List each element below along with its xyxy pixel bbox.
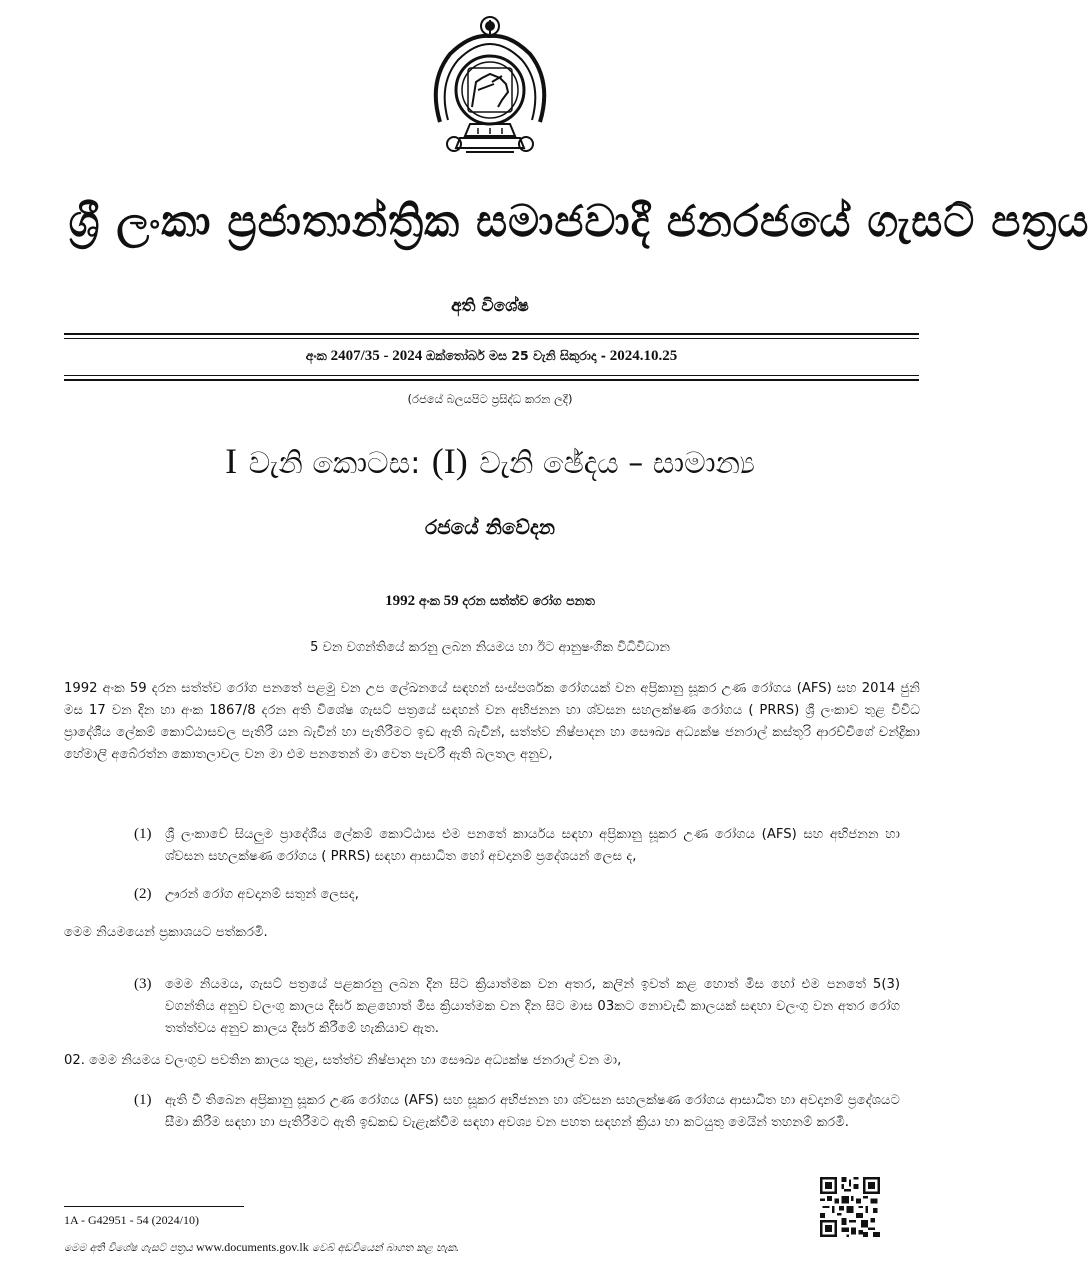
act-number: 59: [443, 593, 459, 609]
top-rule-thin: [64, 338, 919, 339]
bottom-rule: [64, 379, 919, 381]
issue-line: [64, 348, 919, 365]
item-text: ශ්‍රී ලංකාවේ සියලුම ප්‍රාදේශීය ලේකම් කොට්ඨාස එම පනතේ කාර්යය සඳහා අප්‍රිකානු සූකර උණ රෝගය (AFS) සහ අභිජනන හා ශ්වසන සහලක්ෂණ රෝගය ( PRRS) සඳහා ආසාධිත හෝ අවදානම් ප්‍රදේශයන් ලෙස ද,: [165, 827, 900, 864]
act-title: [0, 593, 980, 610]
act-mid: අංක: [418, 593, 440, 608]
act-year: 1992: [385, 593, 416, 609]
issue-number: 2407/35 - 2024: [330, 348, 423, 364]
extraordinary-label: අති විශේෂ: [451, 296, 529, 316]
footer-note-suffix: වෙබ් අඩවියෙන් බාගත කළ හැක.: [312, 1242, 460, 1254]
act-rest: දරන සත්ත්ව රෝග පනත: [462, 593, 595, 608]
footer-note: [64, 1240, 459, 1255]
item-text: ඌරන් රෝග අවදානම් සතුන් ලෙසද,: [165, 887, 359, 902]
item-number: (1): [134, 826, 152, 842]
section-02: 02. මෙම නියමය වලංගුව පවතින කාලය තුළ, සත්ත්ව නිෂ්පාදන හා සෞඛ්‍ය අධ්‍යක්ෂ ජනරාල් වන මා,: [64, 1053, 622, 1068]
item-number: (3): [134, 976, 152, 992]
gazette-title: ශ්‍රී ලංකා ප්‍රජාතාන්ත්‍රික සමාජවාදී ජනරජයේ ගැසට් පත්‍රය: [68, 196, 1089, 247]
part-title: [0, 440, 980, 482]
part-text-2: වැනි ඡේදය – සාමාන්‍ය: [479, 446, 755, 481]
item-text: මෙම නියමය, ගැසට් පත්‍රයේ පළකරනු ලබන දින සිට ක්‍රියාත්මක වන අතර, කලින් ඉවත් කළ හොත් මිස හෝ එම පනතේ 5(3) වගන්තිය අනුව වලංගු කාලය දීර්ඝ කළහොත් මිස ක්‍රියාත්මක වන දින සිට මාස 03කට නොවැඩි කාලයක් සඳහා වලංගු වන අතර රෝග තත්ත්වය අනුව කාලය දීර්ඝ කිරීමේ හැකියාව ඇත.: [165, 977, 900, 1036]
item-number: (1): [134, 1092, 152, 1108]
publish-line: මෙම නියමයෙන් ප්‍රකාශයට පත්කරමි.: [64, 925, 268, 940]
authority-note: (රජයේ බලයපිට ප්‍රසිද්ධ කරන ලදී): [407, 392, 573, 406]
intro-paragraph: 1992 අංක 59 දරන සත්ත්ව රෝග පනතේ පළමු වන උප ලේඛනයේ සඳහන් සංස්පර්ශක රෝගයක් වන අප්‍රිකානු සූකර උණ රෝගය (AFS) සහ 2014 ජුනි මස 17 වන දින හා අංක 1867/8 දරන අති විශේෂ ගැසට් පත්‍රයේ සඳහන් වන අභිජනන හා ශ්වසන සහලක්ෂණ රෝගය ( PRRS) ශ්‍රී ලංකාව තුළ විවිධ ප්‍රාදේශීය ලේකම් කොට්ඨාසවල පැතිරී යන බැවින් හා පැතිරීමට ඉඩ ඇති බැවින්, සත්ත්ව නිෂ්පාදන හා සෞඛ්‍ය අධ්‍යක්ෂ ජනරාල් කස්තූරි ආරච්චිගේ චන්ද්‍රිකා හේමාලි අබේරත්න කොතලාවල වන මා එම පනතෙන් මා වෙත පැවරී ඇති බලතල අනුව,: [64, 681, 920, 762]
footer-url[interactable]: www.documents.gov.lk: [195, 1240, 309, 1254]
sri-lanka-emblem-icon: [420, 12, 560, 162]
top-rule: [64, 333, 919, 335]
bottom-rule-thin: [64, 375, 919, 376]
issue-prefix: අංක: [305, 348, 327, 363]
footer-note-prefix: මෙම අති විශේෂ ගැසට් පත්‍රය: [64, 1242, 193, 1254]
issue-date-text: ඔක්තෝබර් මස 25 වැනි සිකුරාදා -: [425, 348, 606, 363]
part-roman-2: (I): [431, 441, 468, 481]
issue-date: 2024.10.25: [609, 348, 678, 364]
footer-code: 1A - G42951 - 54 (2024/10): [64, 1213, 199, 1227]
notifications-heading: රජයේ නිවේදන: [425, 515, 555, 539]
item-number: (2): [134, 886, 152, 902]
qr-code-icon: [820, 1177, 880, 1237]
part-text-1: වැනි කොටස:: [248, 446, 421, 481]
subtitle: 5 වන වගන්තියේ කරනු ලබන නියමය හා ඊට ආනුෂංගික විධිවිධාන: [310, 640, 670, 655]
item-text: ඇති වී තිබෙන අප්‍රිකානු සූකර උණ රෝගය (AFS) සහ සූකර අභිජනන හා ශ්වසන සහලක්ෂණ රෝගය ආසාධිත හා අවදානම් ප්‍රදේශයට සීමා කිරීම සඳහා හා පැතිරීමට ඇති ඉඩකඩ වැළැක්වීම සඳහා අවශ්‍ය වන පහත සඳහන් ක්‍රියා හා කටයුතු මෙයින් තහනම් කරමි.: [165, 1093, 900, 1130]
footer-rule: [64, 1206, 244, 1207]
part-roman: I: [225, 441, 238, 481]
